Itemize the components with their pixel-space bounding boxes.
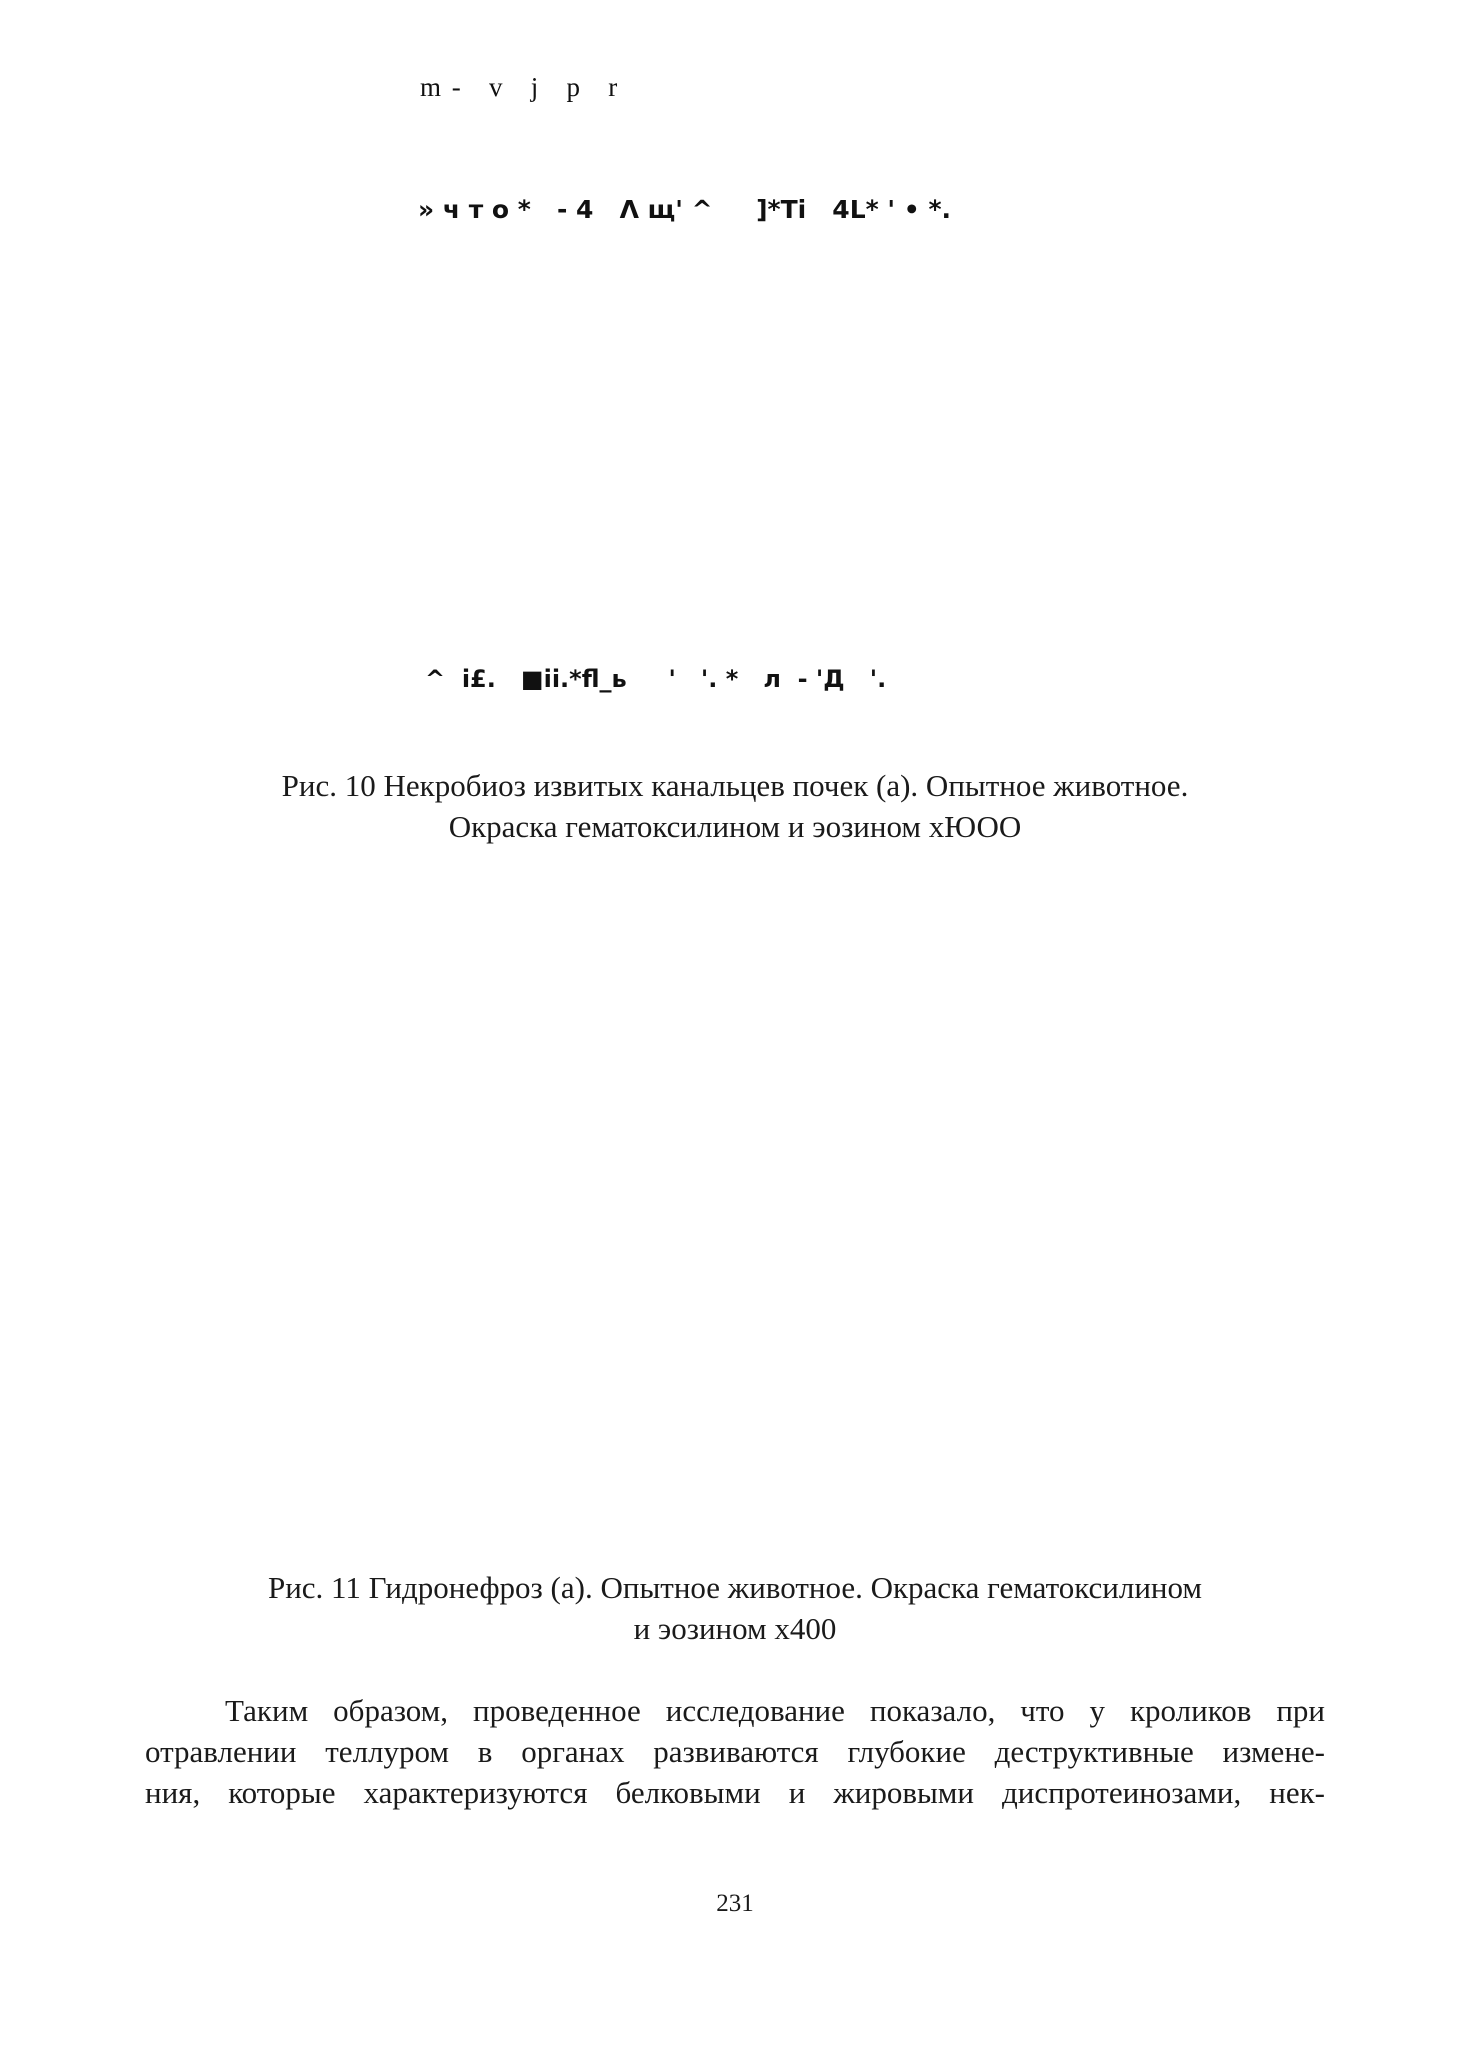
figure-11-caption	[140, 1567, 1330, 1649]
caption-line: и эозином х400	[633, 1611, 837, 1646]
caption-line: Окраска гематоксилином и эозином хЮОО	[448, 809, 1022, 844]
paragraph-line: ния, которые характеризуются белковыми и жировыми диспротеинозами, нек-	[145, 1775, 1325, 1810]
figure-ocr-artifact-line: » ч т о * - 4 Ʌ щ' ^ ]*Ti 4L* ' • *.	[418, 195, 952, 224]
paragraph-line: отравлении теллуром в органах развиваются глубокие деструктивные измене-	[145, 1734, 1325, 1769]
page-number: 231	[716, 1890, 754, 1917]
figure-10-caption	[140, 765, 1330, 847]
figure-ocr-artifact-line: ^ i£. ■ii.*fl_ь ' '. * л - 'Д '.	[425, 665, 887, 693]
caption-line: Рис. 10 Некробиоз извитых канальцев почек (а). Опытное животное.	[281, 768, 1189, 803]
caption-line: Рис. 11 Гидронефроз (а). Опытное животное. Окраска гематоксилином	[267, 1570, 1203, 1605]
figure-ocr-artifact-line: m - v j p r	[420, 72, 620, 102]
paragraph-line: Таким образом, проведенное исследование показало, что у кроликов при	[225, 1693, 1325, 1728]
body-paragraph	[145, 1690, 1325, 1813]
